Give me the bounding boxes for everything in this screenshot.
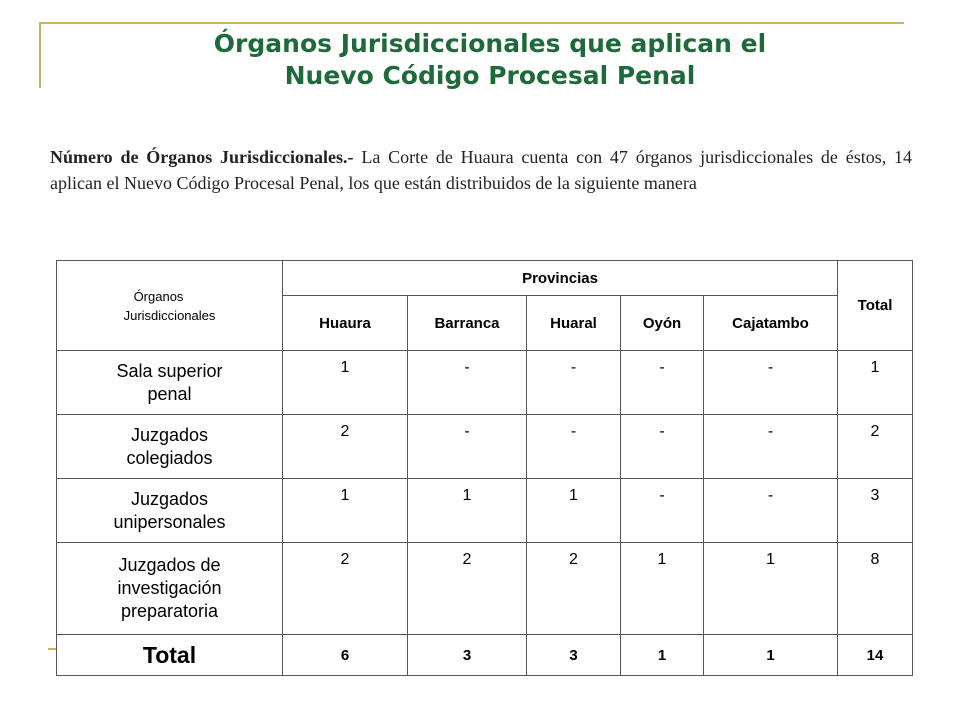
row-label-line: Juzgados de [118,555,221,575]
table-cell: - [527,415,621,479]
organs-table [56,260,913,676]
table-cell: 1 [621,543,704,635]
intro-paragraph [50,144,912,196]
header-provincias: Provincias [283,261,838,296]
total-cell: 3 [527,635,621,676]
header-organos-line-1: Órganos [133,288,184,304]
header-row-1 [57,261,913,296]
table-cell: 2 [527,543,621,635]
total-cell: 1 [704,635,838,676]
table-cell-total: 3 [838,479,913,543]
total-cell: 6 [283,635,408,676]
table-cell: 2 [283,415,408,479]
header-province: Huaral [527,296,621,351]
table-cell: 1 [704,543,838,635]
row-label [57,479,283,543]
page-title [90,28,890,92]
table-cell: - [527,351,621,415]
intro-lead: Número de Órganos Jurisdiccionales.- [50,147,354,167]
header-province: Barranca [408,296,527,351]
table-cell: 1 [283,351,408,415]
header-province: Cajatambo [704,296,838,351]
table-cell: 2 [283,543,408,635]
frame-top-line [40,22,904,24]
table-cell-total: 8 [838,543,913,635]
table-cell: - [704,479,838,543]
intro-text: La Corte de Huaura cuenta con 47 órganos jurisdiccionales de éstos, 14 aplican el Nuevo Código Procesal Penal, los que están distribuidos de la siguiente manera [50,147,912,193]
header-organos-line-2: Jurisdiccionales [123,307,216,323]
total-cell: 1 [621,635,704,676]
header-province: Huaura [283,296,408,351]
table-cell: - [621,415,704,479]
table-cell: - [704,415,838,479]
table-cell: - [704,351,838,415]
row-label-line: investigación [117,578,222,598]
table-row [57,543,913,635]
row-label [57,415,283,479]
row-label-line: unipersonales [113,511,226,532]
table-cell: 2 [408,543,527,635]
header-organos [57,261,283,351]
row-label [57,543,283,635]
header-province: Oyón [621,296,704,351]
title-line-2: Nuevo Código Procesal Penal [284,61,696,90]
table-row [57,351,913,415]
total-cell: 3 [408,635,527,676]
total-row-label: Total [57,635,283,676]
row-label-line: colegiados [126,447,213,468]
table-row [57,479,913,543]
row-label-line: Sala superior [116,360,223,381]
table-cell: 1 [283,479,408,543]
title-line-1: Órganos Jurisdiccionales que aplican el [213,29,767,58]
table-cell: - [408,415,527,479]
frame-left-line [39,22,41,88]
table-cell: - [621,479,704,543]
table-cell: 1 [527,479,621,543]
table-row [57,415,913,479]
row-label-line: preparatoria [120,601,219,621]
total-row [57,635,913,676]
row-label-line: Juzgados [130,424,209,445]
row-label-line: penal [147,383,192,404]
table-cell: - [621,351,704,415]
row-label [57,351,283,415]
table-cell-total: 2 [838,415,913,479]
grand-total-cell: 14 [838,635,913,676]
row-label-line: Juzgados [130,488,209,509]
table-cell-total: 1 [838,351,913,415]
table-cell: - [408,351,527,415]
table-cell: 1 [408,479,527,543]
header-total: Total [838,261,913,351]
